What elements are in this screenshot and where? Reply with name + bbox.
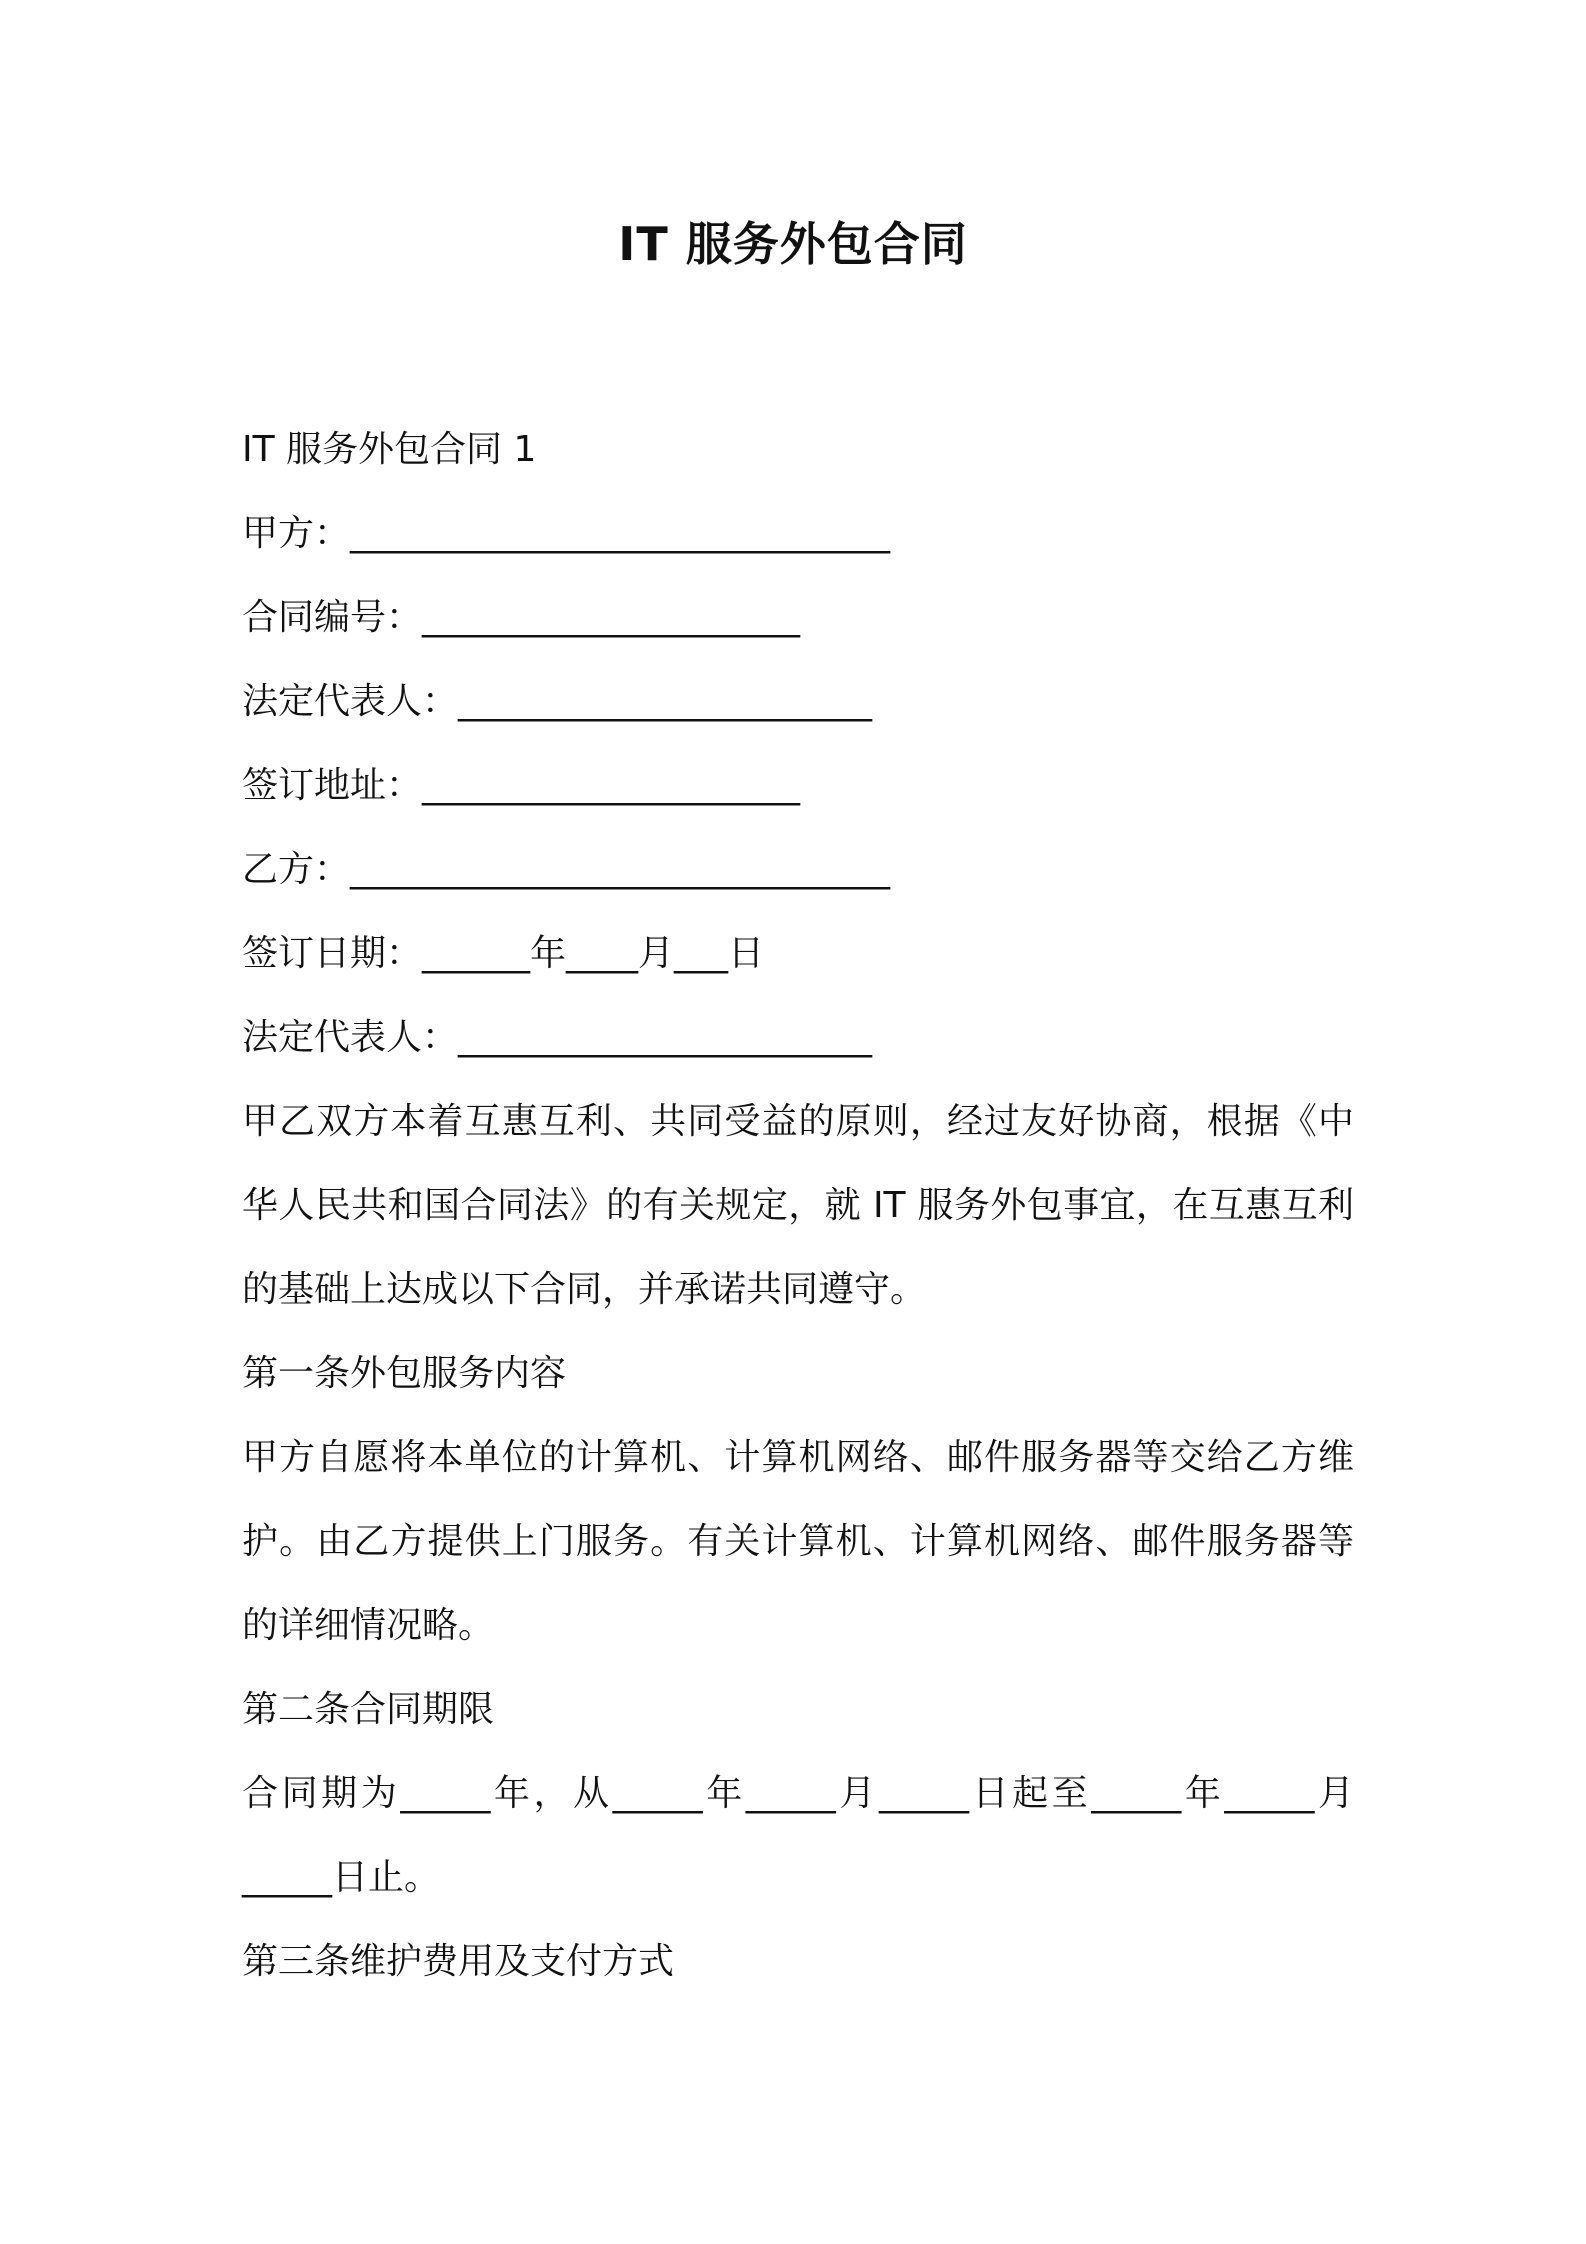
party-b-field: 乙方：______________________________ bbox=[242, 849, 891, 890]
party-a-legal-rep-field: 法定代表人：_______________________ bbox=[242, 681, 873, 722]
document-body bbox=[242, 408, 1354, 2004]
party-a-field: 甲方：______________________________ bbox=[242, 513, 891, 554]
preamble-paragraph: 甲乙双方本着互惠互利、共同受益的原则，经过友好协商，根据《中华人民共和国合同法》的有关规定，就 IT 服务外包事宜，在互惠互利的基础上达成以下合同，并承诺共同遵守。 bbox=[242, 1101, 1354, 1310]
contract-number-field: 合同编号：_____________________ bbox=[242, 597, 801, 638]
party-b-legal-rep-field: 法定代表人：_______________________ bbox=[242, 1017, 873, 1058]
article-2-heading: 第二条合同期限 bbox=[242, 1689, 495, 1730]
article-1-body: 甲方自愿将本单位的计算机、计算机网络、邮件服务器等交给乙方维护。由乙方提供上门服务。有关计算机、计算机网络、邮件服务器等的详细情况略。 bbox=[242, 1437, 1354, 1646]
signing-address-field: 签订地址：_____________________ bbox=[242, 765, 801, 806]
article-2-body: 合同期为_____年，从_____年_____月_____日起至_____年_____月_____日止。 bbox=[242, 1773, 1354, 1898]
article-3-heading: 第三条维护费用及支付方式 bbox=[242, 1941, 675, 1982]
signing-date-field: 签订日期：______年____月___日 bbox=[242, 933, 765, 974]
document-title: IT 服务外包合同 bbox=[618, 217, 968, 271]
contract-subtitle: IT 服务外包合同 1 bbox=[242, 429, 537, 470]
article-1-heading: 第一条外包服务内容 bbox=[242, 1353, 567, 1394]
